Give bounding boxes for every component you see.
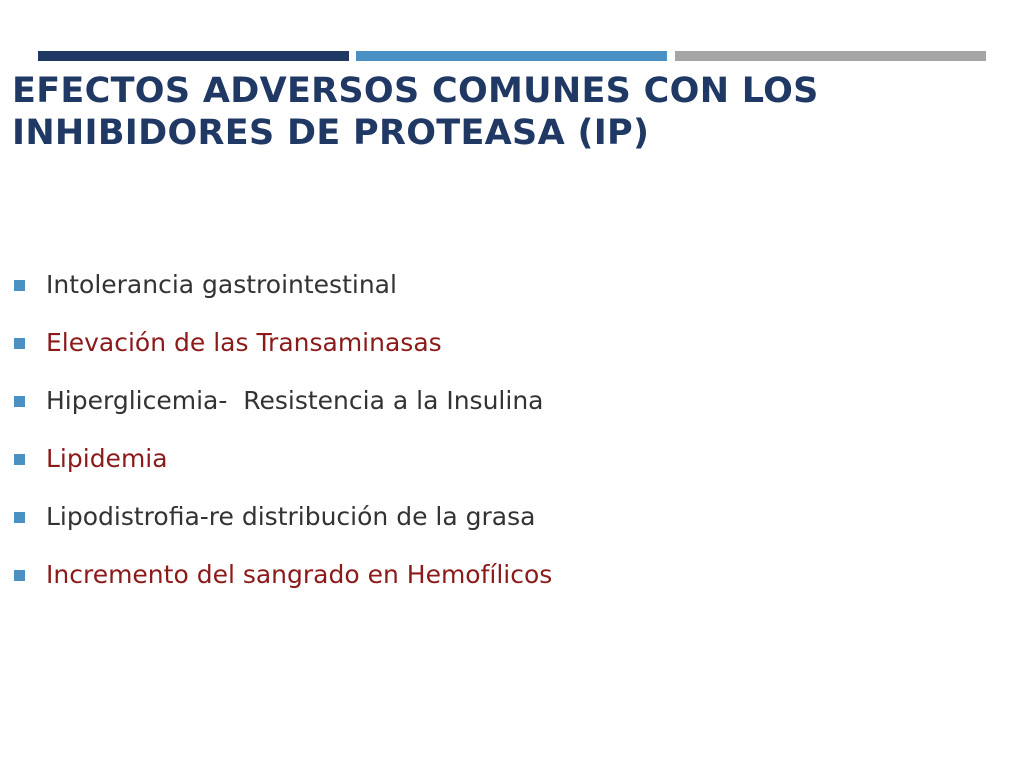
list-item	[14, 314, 552, 372]
square-bullet-icon	[14, 280, 25, 291]
list-item-text: Incremento del sangrado en Hemofílicos	[46, 560, 553, 589]
list-item	[14, 546, 552, 604]
square-bullet-icon	[14, 396, 25, 407]
square-bullet-icon	[14, 454, 25, 465]
list-item-text: Intolerancia gastrointestinal	[46, 270, 397, 299]
list-item-text: Elevación de las Transaminasas	[46, 328, 442, 357]
slide-title	[12, 70, 1012, 154]
slide-title-line-1: EFECTOS ADVERSOS COMUNES CON LOS	[12, 71, 819, 111]
list-item-text: Hiperglicemia- Resistencia a la Insulina	[46, 386, 544, 415]
list-item	[14, 372, 552, 430]
slide-title-line-2: INHIBIDORES DE PROTEASA (IP)	[12, 113, 650, 153]
list-item-text: Lipidemia	[46, 444, 168, 473]
accent-bar-dark	[38, 51, 349, 61]
bullet-list	[14, 256, 552, 604]
list-item	[14, 488, 552, 546]
square-bullet-icon	[14, 338, 25, 349]
list-item-text: Lipodistrofia-re distribución de la grasa	[46, 502, 536, 531]
accent-bar-blue	[356, 51, 667, 61]
list-item	[14, 430, 552, 488]
header-accent-bars	[38, 51, 986, 61]
square-bullet-icon	[14, 512, 25, 523]
square-bullet-icon	[14, 570, 25, 581]
accent-bar-gray	[675, 51, 986, 61]
list-item	[14, 256, 552, 314]
